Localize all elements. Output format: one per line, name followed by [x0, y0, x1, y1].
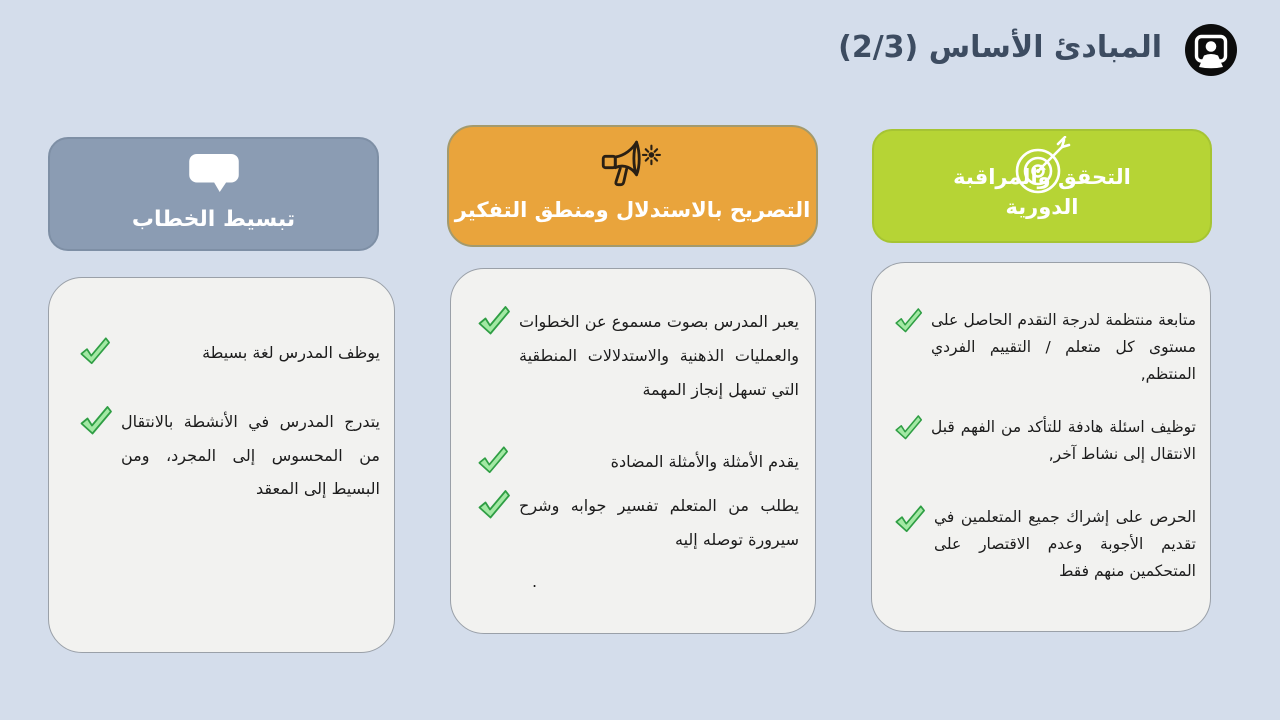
content-card-simplify — [48, 277, 395, 653]
content-card-monitoring — [871, 262, 1211, 632]
bullet-text: توظيف اسئلة هادفة للتأكد من الفهم قبل الانتقال إلى نشاط آخر, — [931, 417, 1196, 463]
presenter-icon — [1184, 23, 1238, 77]
list-item — [894, 414, 1196, 468]
check-icon — [477, 489, 511, 520]
header-label-monitoring: التحقق والمراقبة الدورية — [953, 165, 1131, 220]
list-item — [894, 504, 1196, 585]
content-card-reasoning — [450, 268, 816, 634]
check-icon — [894, 414, 923, 441]
bullet-text: يعبر المدرس بصوت مسموع عن الخطوات والعمليات الذهنية والاستدلالات المنطقية التي تسهل إنجاز المهمة — [519, 312, 799, 399]
speech-bubble-icon — [188, 153, 240, 197]
list-item — [477, 489, 799, 557]
header-card-monitoring — [872, 129, 1212, 243]
megaphone-icon — [599, 134, 667, 194]
list-item — [79, 405, 380, 505]
bullet-text: يطلب من المتعلم تفسير جوابه وشرح سيرورة توصله إليه — [519, 495, 799, 549]
header-label-simplify: تبسيط الخطاب — [131, 207, 296, 232]
bullet-text: متابعة منتظمة لدرجة التقدم الحاصل على مستوى كل متعلم / التقييم الفردي المنتظم, — [931, 311, 1196, 383]
header-card-reasoning — [447, 125, 818, 247]
list-item — [477, 445, 799, 479]
check-icon — [894, 504, 926, 534]
header-card-simplify — [48, 137, 379, 251]
list-item — [477, 305, 799, 407]
check-icon — [79, 405, 113, 436]
check-icon — [79, 336, 111, 366]
check-icon — [477, 445, 509, 475]
trailing-period: . — [532, 572, 538, 592]
bullet-text: يوظف المدرس لغة بسيطة — [202, 343, 380, 362]
bullet-text: الحرص على إشراك جميع المتعلمين في تقديم الأجوبة وعدم الاقتصار على المتحكمين منهم فقط — [934, 507, 1196, 580]
header-label-reasoning: التصريح بالاستدلال ومنطق التفكير — [454, 198, 811, 222]
page-title: المبادئ الأساس (2/3) — [838, 30, 1162, 65]
bullet-text: يتدرج المدرس في الأنشطة بالانتقال من المحسوس إلى المجرد، ومن البسيط إلى المعقد — [121, 412, 380, 498]
check-icon — [894, 307, 923, 334]
bullet-text: يقدم الأمثلة والأمثلة المضادة — [610, 451, 799, 471]
list-item — [79, 336, 380, 369]
check-icon — [477, 305, 511, 336]
list-item — [894, 307, 1196, 388]
